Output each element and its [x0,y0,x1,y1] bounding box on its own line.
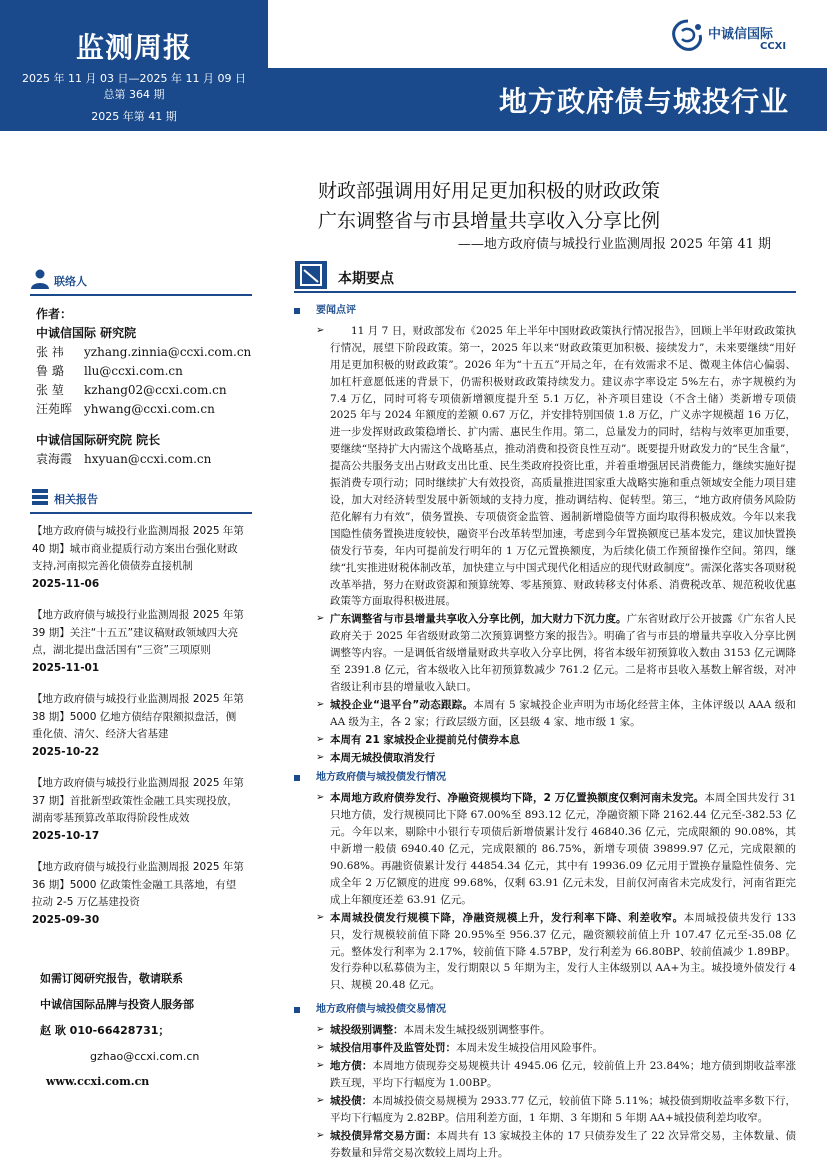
author-name: 张 祎 [36,345,64,359]
key-points-rule [294,291,796,293]
contacts-header [30,266,252,296]
director-name: 袁海霞 [36,452,73,466]
related-report[interactable] [32,691,246,761]
logo-en: CCXI [760,41,787,52]
report-date: 2025-09-30 [32,913,100,926]
ccxi-logo-icon [668,17,708,57]
related-header [30,484,252,514]
header-banner-right [268,68,827,131]
arrow-bullet-icon: ➢ [316,733,325,745]
related-report[interactable] [32,523,246,593]
author-email[interactable]: yhwang@ccxi.com.cn [84,402,215,416]
subscription-contact [40,966,199,1070]
authors-label: 作者： [36,307,73,321]
date-range: 2025 年 11 月 03 日—2025 年 11 月 09 日 [22,72,246,85]
arrow-bullet-icon: ➢ [316,1094,325,1106]
item-text: 本周城投债交易规模为 2933.77 亿元，较前值下降 5.11%；城投债到期收益率多数下行，平均下行幅度为 2.82BP。信用利差方面，1 年期、3 年期和 5 年期 AA+城投债利差均收窄。 [330,1094,797,1124]
list-item [294,750,796,767]
list-item [294,732,796,749]
item-text: 本周全国共发行 31 只地方债，发行规模同比下降 67.00%至 893.12 亿元，净融资额下降 2162.44 亿元至-382.53 亿元。今年以来，剔除中小银行专项债后新增债累计发行 46840.36 亿元，完成限额的 90.08%，其中新增一般债 6940.40 亿元，完成限额的 86.75%，新增专项债 39899.97 亿元，完成限额的 90.68%。再融资债累计发行 44854.34 亿元，其中有 19936.09 亿元用于置换存量隐性债务、完成全年 2 万亿额度的进度 99.68%，仅剩 63.91 亿元未发，目前仅河南省未完成发行，河南省距完成上年额度还差 63.91 亿元。 [330,792,796,906]
arrow-bullet-icon: ➢ [316,1042,325,1054]
related-report[interactable] [32,775,246,845]
list-item [294,1128,796,1162]
section-heading: 地方政府债与城投债交易情况 [294,1002,796,1019]
item-lead: 城投级别调整： [330,1024,404,1037]
arrow-bullet-icon: ➢ [316,613,325,625]
section-heading: 地方政府债与城投债发行情况 [294,770,796,787]
item-lead: 本周城投债发行规模下降，净融资规模上升，发行利率下降、利差收窄。 [330,911,684,924]
report-date: 2025-11-01 [32,661,100,674]
item-lead: 城投债： [330,1094,373,1107]
report-date: 2025-10-17 [32,829,100,842]
contact-line-2: 中诚信国际品牌与投资人服务部 [40,998,194,1011]
author-email[interactable]: kzhang02@ccxi.com.cn [84,383,227,397]
item-lead: 城投债异常交易方面： [330,1129,437,1142]
authors-block [36,305,251,469]
headline-line-2: 广东调整省与市县增量共享收入分享比例 [318,210,661,232]
ccxi-logo [668,17,798,61]
list-item [294,323,796,610]
arrow-bullet-icon: ➢ [316,792,325,804]
author-name: 张 堃 [36,383,64,397]
contact-line-1: 如需订阅研究报告，敬请联系 [40,972,183,985]
item-text: 本周地方债现券交易规模共计 4945.06 亿元，较前值上升 23.84%；地方债到期收益率涨跌互现，平均下行幅度为 1.00BP。 [330,1059,797,1089]
item-text: 本周未发生城投信用风险事件。 [456,1042,603,1055]
item-text: 本周未发生城投级别调整事件。 [403,1024,551,1037]
key-points-title: 本期要点 [338,271,394,287]
report-title[interactable]: 【地方政府债与城投行业监测周报 2025 年第 38 期】5000 亿地方债结存限额拟盘活，侧重化债、清欠、经济大省基建 [32,693,244,740]
author-row [36,400,251,419]
headline-subtitle: ——地方政府债与城投行业监测周报 2025 年第 41 期 [457,237,771,252]
contact-person: 赵 耿 010-66428731； [40,1024,170,1037]
author-row [36,343,251,362]
list-item [294,1022,796,1039]
report-title[interactable]: 【地方政府债与城投行业监测周报 2025 年第 37 期】首批新型政策性金融工具实现投放，湖南零基预算改革取得阶段性成效 [32,777,244,824]
author-name: 鲁 璐 [36,364,64,378]
report-date: 2025-10-22 [32,745,100,758]
document-icon [294,260,328,290]
item-lead: 城投企业“退平台”动态跟踪。 [330,698,474,711]
item-lead: 本周无城投债取消发行 [330,751,435,764]
report-title[interactable]: 【地方政府债与城投行业监测周报 2025 年第 40 期】城市商业提质行动方案出台强化财政支持,河南拟完善化债债券直接机制 [32,525,244,572]
contacts-rule [30,294,252,296]
report-type: 监测周报 [75,31,192,64]
item-lead: 广东调整省与市县增量共享收入分享比例，加大财力下沉力度。 [330,613,627,626]
report-title[interactable]: 【地方政府债与城投行业监测周报 2025 年第 39 期】关注“十五五”建议稿财政领域四大亮点，湖北提出盘活国有“三资”三项原则 [32,609,244,656]
report-date: 2025-11-06 [32,577,100,590]
key-points-header [294,260,796,293]
section-heading: 要闻点评 [294,303,796,320]
item-text: 本周共有 13 家城投主体的 17 只债券发生了 22 次异常交易，主体数量、债券数量和异常交易次数较上周均上升。 [330,1129,797,1159]
contact-email[interactable]: gzhao@ccxi.com.cn [90,1050,200,1063]
author-email[interactable]: llu@ccxi.com.cn [84,364,183,378]
related-label: 相关报告 [54,493,98,506]
headline-line-1: 财政部强调用好用足更加积极的财政政策 [318,180,661,202]
related-reports [32,523,246,943]
item-lead: 城投信用事件及监管处罚： [330,1042,456,1055]
person-icon [30,268,50,290]
header-banner-left [0,0,268,131]
related-report[interactable] [32,859,246,929]
author-row [36,362,251,381]
item-text: 广东省财政厅公开披露《广东省人民政府关于 2025 年省级财政第二次预算调整方案的报告》。明确了省与市县的增量共享收入分享比例调整等内容。一是调低省级增量财政共享收入分享比例，将省本级年初预算收入数由 3153 亿元调降至 2391.8 亿元，省本级收入比年初预算数减少 761.2 亿元。二是将市县收入基数上解省级，对冲省级让利市县的增量收入缺口。 [330,613,797,693]
item-text: 本周城投债共发行 133 只，发行规模较前值下降 20.95%至 956.37 亿元，融资额较前值上升 107.47 亿元至-35.08 亿元。整体发行利率为 2.17%，较前值下降 4.57BP，发行利差为 66.80BP、较前值减少 1.89BP。发行券种以私募债为主，发行期限以 5 年期为主，发行人主体级别以 AA+为主。城投境外债发行 4 只、规模 20.48 亿元。 [330,911,796,992]
contacts-label: 联络人 [54,275,87,288]
item-lead: 本周地方政府债券发行、净融资规模均下降，2 万亿置换额度仅剩河南未发完。 [330,792,705,805]
list-item [294,1058,796,1092]
author-name: 汪苑晖 [36,402,73,416]
author-email[interactable]: yzhang.zinnia@ccxi.com.cn [84,345,252,359]
related-rule [30,512,252,514]
item-text: 本周有 5 家城投企业声明为市场化经营主体，主体评级以 AAA 级和 AA 级为主，各 2 家；行政层级方面，区县级 4 家、地市级 1 家。 [330,698,796,728]
issue-total: 总第 364 期 [103,88,165,101]
author-row [36,381,251,400]
director-row [36,450,251,469]
logo-cn: 中诚信国际 [708,27,774,42]
item-text: 11 月 7 日，财政部发布《2025 年上半年中国财政政策执行情况报告》，回顾上半年财政政策执行情况，展望下阶段政策。第一，2025 年以来“财政政策更加积极、接续发力”，未来要继续“用好用足更加积极的财政政策”。2026 年为“十五五”开局之年，在有效需求不足、微观主体信心偏弱、加杠杆意愿低迷的背景下，仍需积极财政政策持续发力。建议赤字率设定 5%左右，赤字规模约为 7.4 万亿，同时可将专项债新增额度提升至 5.1 万亿，补齐项目建设（不含土储）类新增专项债 2025 年与 2024 年额度的差额 0.67 万亿，并安排特别国债 1.8 万亿，广义赤字规模超 16 万亿，进一步发挥财政政策稳增长、扩内需、惠民生作用。第二，总量发力的同时，结构与效率更加重要，要继续“坚持扩大内需这个战略基点，推动消费和投资良性互动”。既要提升财政发力的“民生含量”，提高公共服务支出占财政支出比重、民生类政府投资比重，并着重增强居民消费能力，继续实施好提振消费专项行动；同时继续扩大有效投资，高质量推进国家重大战略实施和重点领域安全能力项目建设，加大对经济转型发展中新领域的支持力度，推动调结构、促转型。第三，“地方政府债务风险防范化解有力有效”，债务置换、专项债资金监管、遏制新增隐债等方面均取得积极成效。今年以来我国隐性债务置换进度较快，融资平台改革转型加速，考虑到今年置换额度已基本发完，建议加快置换债发行节奏，年内可提前发行明年的 1 万亿元置换额度，为后续化债工作预留操作空间。第四，继续“扎实推进财税体制改革，加快建立与中国式现代化相适应的现代财政制度”。需深化落实各项财税改革举措，努力在财政资源和预算统筹、零基预算、财政转移支付体系、消费税改革、规范税收优惠政策等方面取得积极进展。 [330,324,796,608]
headline [318,176,660,236]
director-email[interactable]: hxyuan@ccxi.com.cn [84,452,212,466]
report-title[interactable]: 【地方政府债与城投行业监测周报 2025 年第 36 期】5000 亿政策性金融工具落地，有望拉动 2-5 万亿基建投资 [32,861,244,908]
list-item [294,910,796,995]
arrow-bullet-icon: ➢ [316,698,325,710]
key-points-body [294,299,796,1162]
list-item [294,790,796,908]
stack-icon [30,486,50,508]
related-report[interactable] [32,607,246,677]
org-director: 中诚信国际研究院 院长 [36,433,161,447]
arrow-bullet-icon: ➢ [316,324,325,336]
list-item [294,697,796,731]
list-item [294,611,796,696]
arrow-bullet-icon: ➢ [316,1129,325,1141]
arrow-bullet-icon: ➢ [316,751,325,763]
issue-year: 2025 年第 41 期 [91,110,177,123]
website-link[interactable]: www.ccxi.com.cn [46,1075,150,1088]
arrow-bullet-icon: ➢ [316,1059,325,1071]
item-lead: 地方债： [330,1059,373,1072]
list-item [294,1040,796,1057]
sector-title: 地方政府债与城投行业 [498,85,789,118]
arrow-bullet-icon: ➢ [316,911,325,923]
org-research: 中诚信国际 研究院 [36,326,137,340]
item-lead: 本周有 21 家城投企业提前兑付债券本息 [330,733,520,746]
list-item [294,1093,796,1127]
arrow-bullet-icon: ➢ [316,1024,325,1036]
